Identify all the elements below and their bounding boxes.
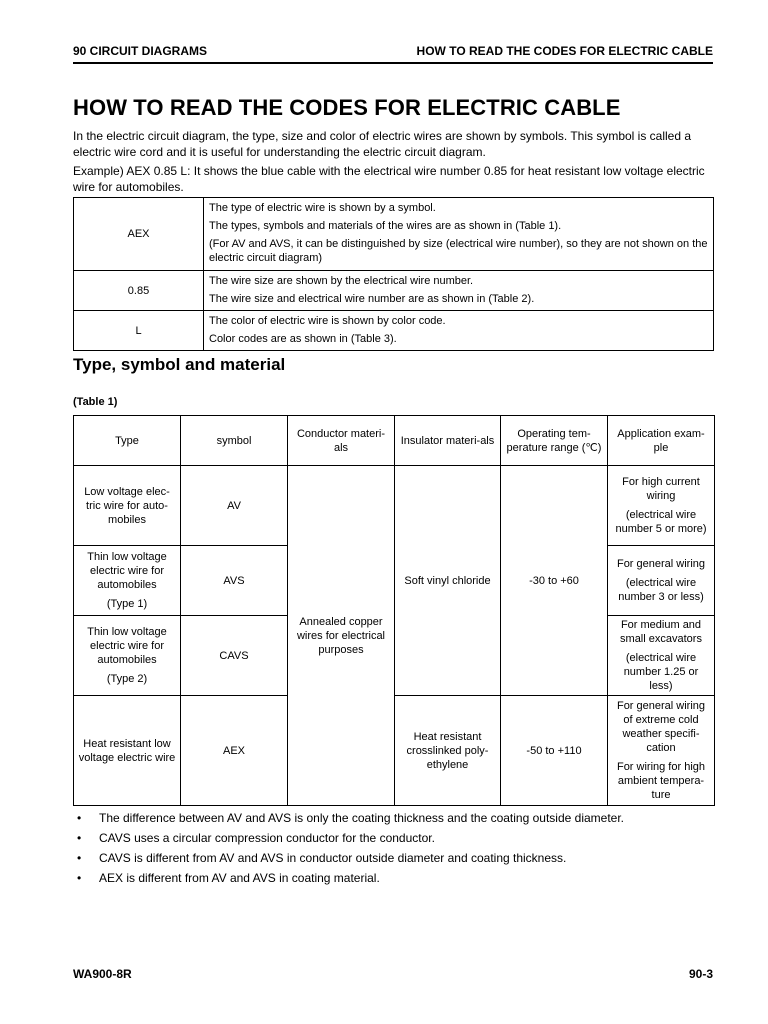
table-row — [74, 696, 715, 806]
table-caption: (Table 1) — [73, 396, 118, 408]
application-text: For wiring for high ambient tempera-ture — [616, 761, 706, 801]
code-cell: AEX — [74, 198, 204, 271]
list-item — [73, 870, 713, 890]
description-line: Color codes are as shown in (Table 3). — [209, 333, 397, 345]
footer-model: WA900-8R — [73, 967, 132, 981]
column-header: Operating tem-perature range (℃) — [501, 416, 608, 466]
description-cell — [204, 311, 714, 351]
description-line: The color of electric wire is shown by color code. — [209, 315, 446, 327]
application-text: (electrical wire number 5 or more) — [615, 509, 707, 535]
symbol-cell: AVS — [181, 546, 288, 616]
code-cell: L — [74, 311, 204, 351]
application-cell — [608, 466, 715, 546]
description-line: The types, symbols and materials of the wires are as shown in (Table 1). — [209, 220, 562, 232]
temperature-cell: -50 to +110 — [501, 696, 608, 806]
column-header: symbol — [181, 416, 288, 466]
code-explanation-table — [73, 197, 714, 351]
header-section-label: 90 CIRCUIT DIAGRAMS — [73, 44, 208, 58]
list-item — [73, 830, 713, 850]
symbol-cell: AV — [181, 466, 288, 546]
application-text: For general wiring of extreme cold weather specifi-cation — [616, 700, 706, 754]
application-text: (electrical wire number 1.25 or less) — [623, 652, 699, 692]
footer-page-number: 90-3 — [688, 967, 713, 981]
example-paragraph: Example) AEX 0.85 L: It shows the blue cable with the electrical wire number 0.85 for heat resistant low voltage electric wire for automobiles. — [73, 164, 705, 194]
note-text: The difference between AV and AVS is only the coating thickness and the coating outside diameter. — [99, 811, 625, 825]
bullet-icon: • — [77, 851, 82, 865]
column-header: Insulator materi-als — [395, 416, 501, 466]
application-cell — [608, 696, 715, 806]
section-title: Type, symbol and material — [73, 355, 286, 374]
temperature-cell: -30 to +60 — [501, 466, 608, 696]
bullet-icon: • — [77, 871, 82, 885]
type-cell — [74, 616, 181, 696]
list-item — [73, 850, 713, 870]
description-line: (For AV and AVS, it can be distinguished by size (electrical wire number), so they are not shown on the electric circuit diagram) — [209, 238, 708, 264]
intro-paragraph: In the electric circuit diagram, the type, size and color of electric wires are shown by symbols. This symbol is called a electric wire cord and it is useful for understanding the electric circuit diagram. — [73, 129, 692, 159]
application-text: For high current wiring — [622, 476, 700, 502]
description-line: The type of electric wire is shown by a symbol. — [209, 202, 436, 214]
application-cell — [608, 546, 715, 616]
type-text: Thin low voltage electric wire for automobiles — [87, 551, 167, 591]
note-text: AEX is different from AV and AVS in coating material. — [99, 871, 380, 885]
bullet-icon: • — [77, 831, 82, 845]
bullet-icon: • — [77, 811, 82, 825]
type-cell — [74, 466, 181, 546]
header-page-title: HOW TO READ THE CODES FOR ELECTRIC CABLE — [416, 44, 713, 58]
table-row — [74, 271, 714, 311]
description-line: The wire size are shown by the electrical wire number. — [209, 275, 474, 287]
page-title: HOW TO READ THE CODES FOR ELECTRIC CABLE — [73, 95, 621, 120]
type-text: Thin low voltage electric wire for automobiles — [87, 626, 167, 666]
table-header-row — [74, 416, 715, 466]
column-header: Type — [74, 416, 181, 466]
type-text: Low voltage elec-tric wire for auto-mobiles — [84, 485, 170, 526]
type-text: Heat resistant low voltage electric wire — [78, 737, 176, 764]
application-text: For general wiring — [616, 558, 706, 570]
application-text: (electrical wire number 3 or less) — [618, 577, 704, 603]
insulator-cell: Soft vinyl chloride — [395, 466, 501, 696]
description-line: The wire size and electrical wire number are as shown in (Table 2). — [209, 293, 535, 305]
list-item — [73, 810, 713, 830]
column-header: Conductor materi-als — [288, 416, 395, 466]
note-text: CAVS uses a circular compression conductor for the conductor. — [99, 831, 435, 845]
conductor-cell: Annealed copper wires for electrical purposes — [288, 466, 395, 806]
application-text: For medium and small excavators — [620, 619, 702, 645]
type-note: (Type 2) — [106, 673, 148, 685]
code-cell: 0.85 — [74, 271, 204, 311]
page-header — [73, 42, 713, 64]
type-cell — [74, 546, 181, 616]
table-row — [74, 466, 715, 546]
type-cell — [74, 696, 181, 806]
description-cell — [204, 198, 714, 271]
symbol-cell: AEX — [181, 696, 288, 806]
symbol-cell: CAVS — [181, 616, 288, 696]
column-header: Application exam-ple — [608, 416, 715, 466]
application-cell — [608, 616, 715, 696]
notes-list — [73, 810, 713, 890]
table-row — [74, 198, 714, 271]
note-text: CAVS is different from AV and AVS in conductor outside diameter and coating thickness. — [99, 851, 567, 865]
insulator-cell: Heat resistant crosslinked poly-ethylene — [395, 696, 501, 806]
description-cell — [204, 271, 714, 311]
table-row — [74, 311, 714, 351]
type-note: (Type 1) — [106, 598, 148, 610]
wire-type-table — [73, 415, 715, 806]
